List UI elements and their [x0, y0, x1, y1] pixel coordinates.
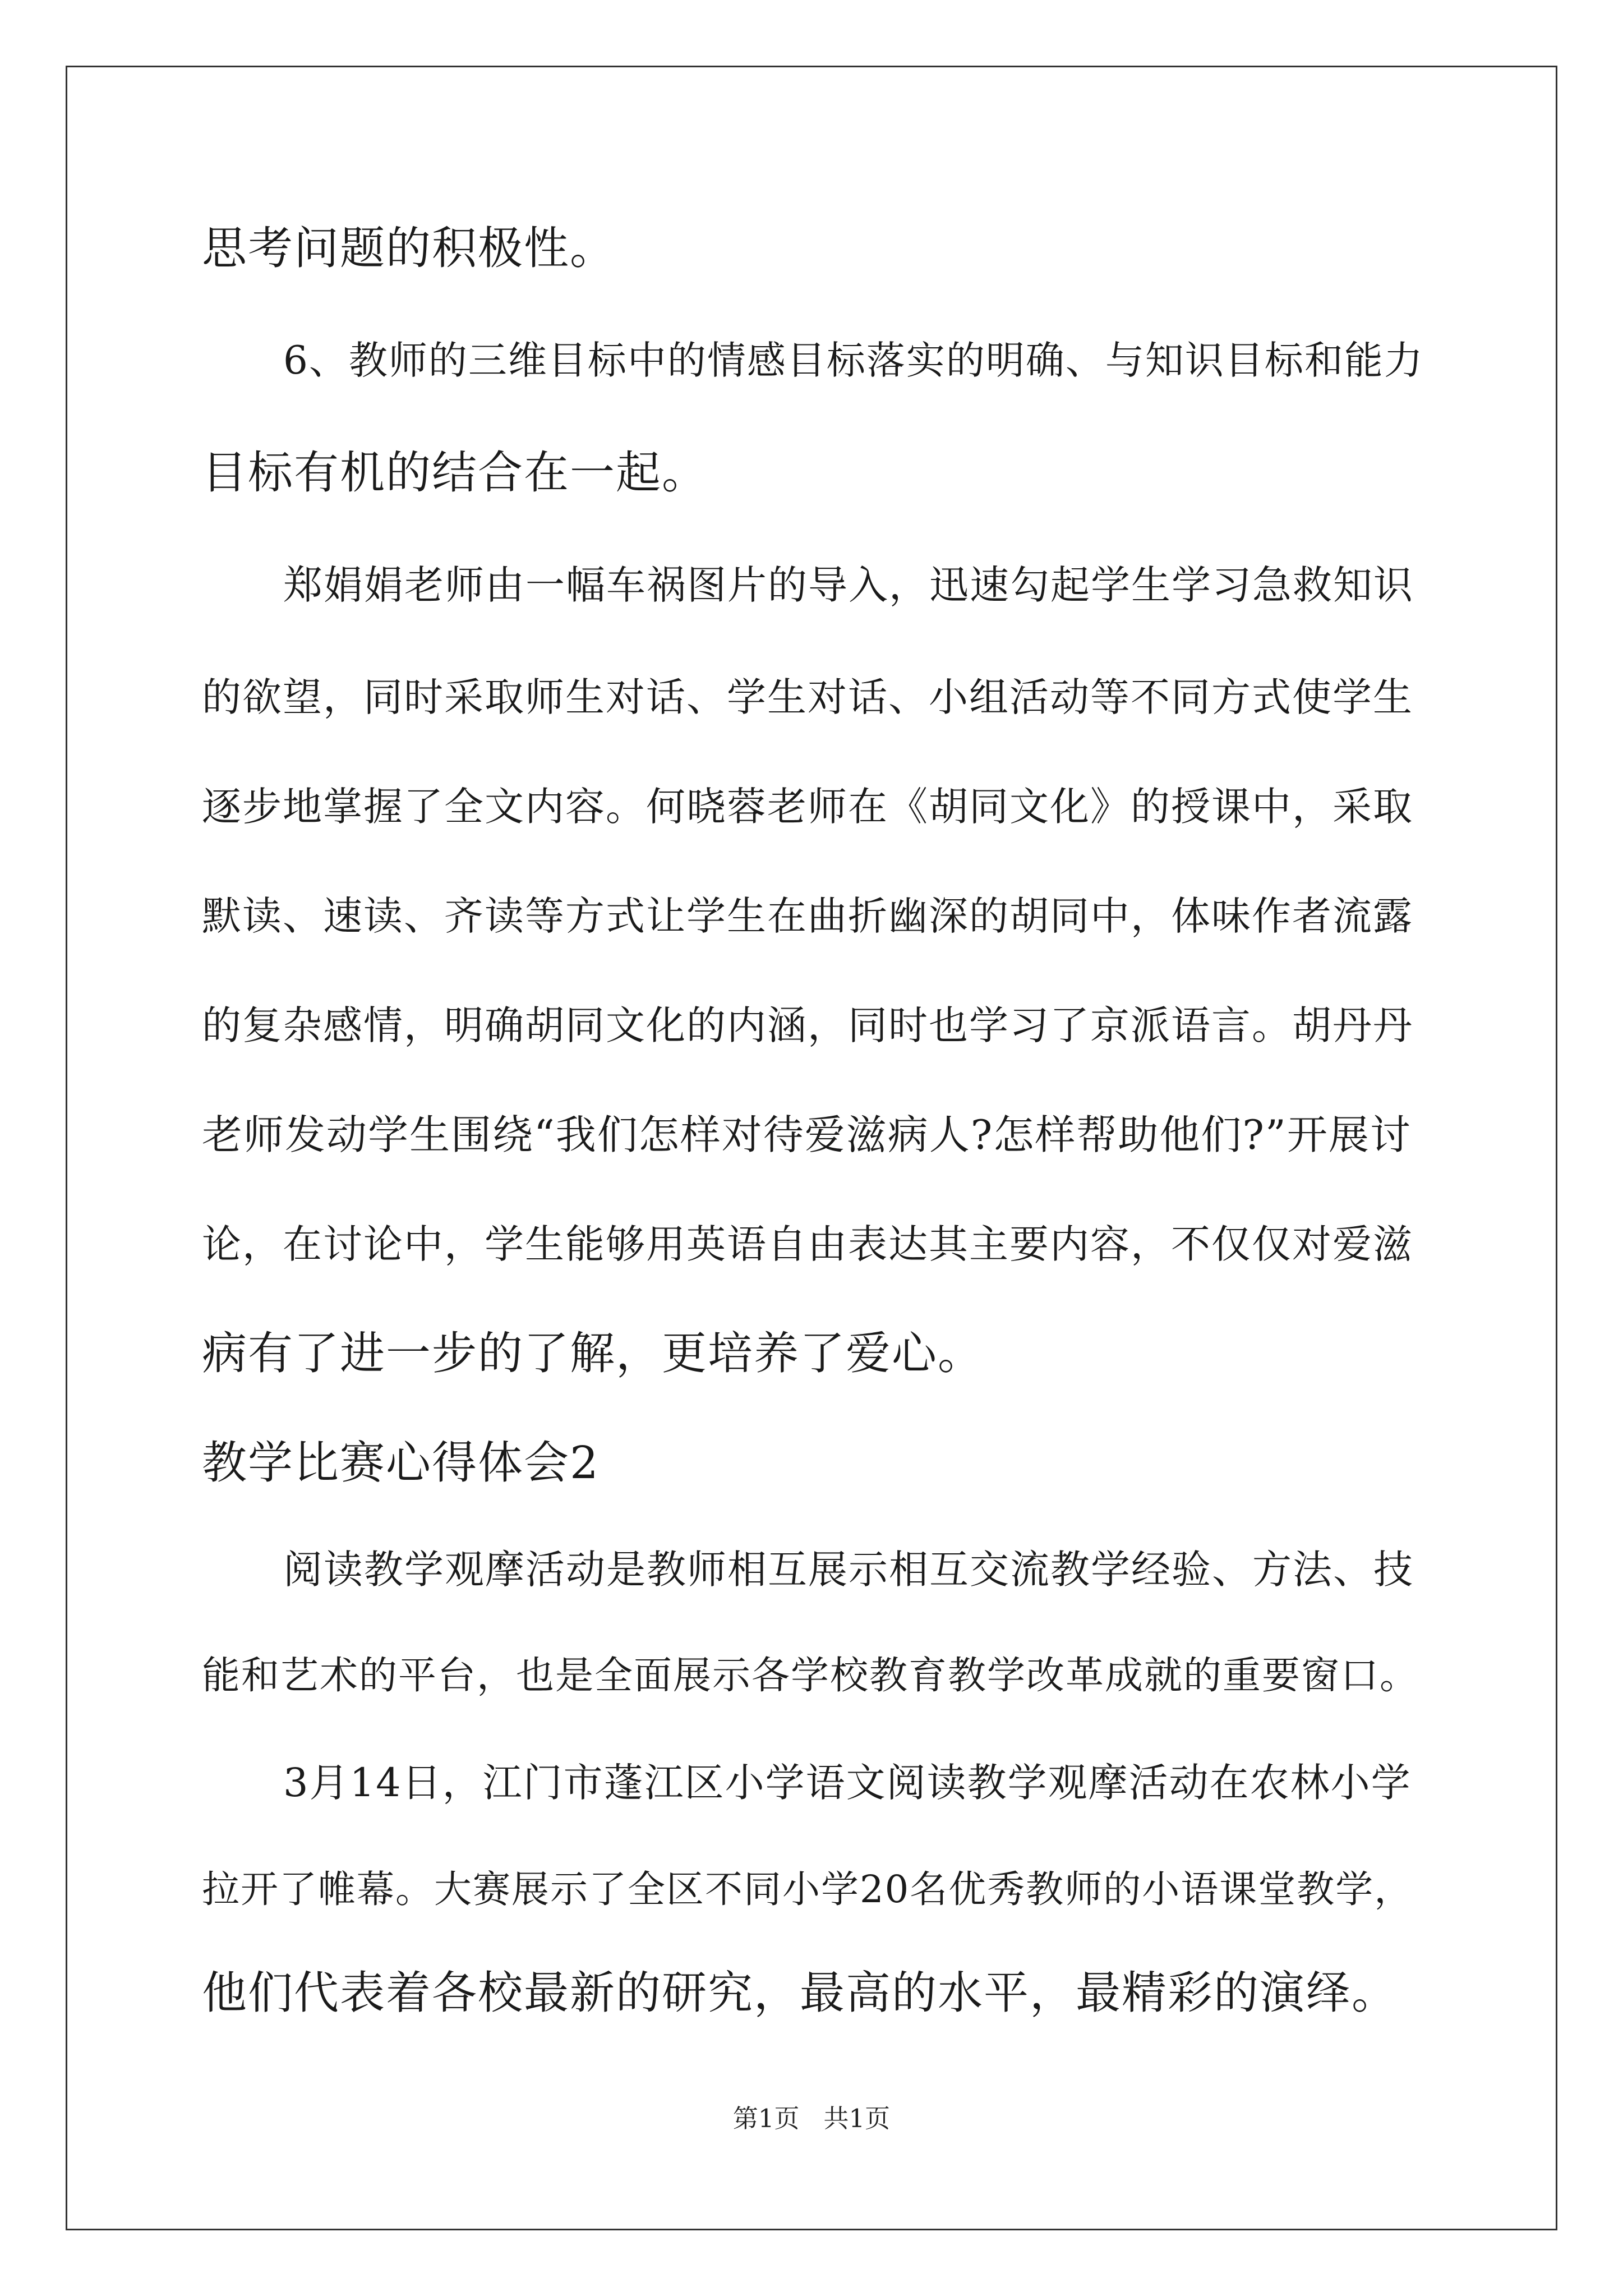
text-line: 能和艺术的平台，也是全面展示各学校教育教学改革成就的重要窗口。: [202, 1654, 1419, 1698]
text-line: 默读、速读、齐读等方式让学生在曲折幽深的胡同中，体味作者流露: [202, 893, 1413, 939]
text-line: 6、教师的三维目标中的情感目标落实的明确、与知识目标和能力: [283, 338, 1424, 383]
text-line: 论，在讨论中，学生能够用英语自由表达其主要内容，不仅仅对爱滋: [202, 1221, 1413, 1267]
text-line: 老师发动学生围绕“我们怎样对待爱滋病人?怎样帮助他们?”开展讨: [202, 1111, 1412, 1158]
text-line: 的复杂感情，明确胡同文化的内涵，同时也学习了京派语言。胡丹丹: [202, 1002, 1413, 1048]
text-line: 逐步地掌握了全文内容。何晓蓉老师在《胡同文化》的授课中，采取: [202, 784, 1413, 830]
text-line: 阅读教学观摩活动是教师相互展示相互交流教学经验、方法、技: [283, 1547, 1414, 1593]
text-line: 3月14日，江门市蓬江区小学语文阅读教学观摩活动在农林小学: [283, 1760, 1412, 1806]
section-heading: 教学比赛心得体会2: [202, 1437, 600, 1489]
page-footer: [0, 2105, 1623, 2133]
text-line: 他们代表着各校最新的研究，最高的水平，最精彩的演绎。: [202, 1967, 1398, 2019]
text-line: 的欲望，同时采取师生对话、学生对话、小组活动等不同方式使学生: [202, 674, 1413, 720]
footer-spacer: [800, 2104, 824, 2133]
page-total: 共1页: [823, 2104, 891, 2133]
text-line: 病有了进一步的了解，更培养了爱心。: [202, 1327, 984, 1379]
text-line: 目标有机的结合在一起。: [202, 447, 708, 499]
text-line: 拉开了帷幕。大赛展示了全区不同小学20名优秀教师的小语课堂教学，: [202, 1867, 1413, 1911]
text-line: 思考问题的积极性。: [202, 222, 616, 274]
page-number: 第1页: [732, 2104, 800, 2133]
text-line: 郑娟娟老师由一幅车祸图片的导入，迅速勾起学生学习急救知识: [283, 562, 1414, 608]
